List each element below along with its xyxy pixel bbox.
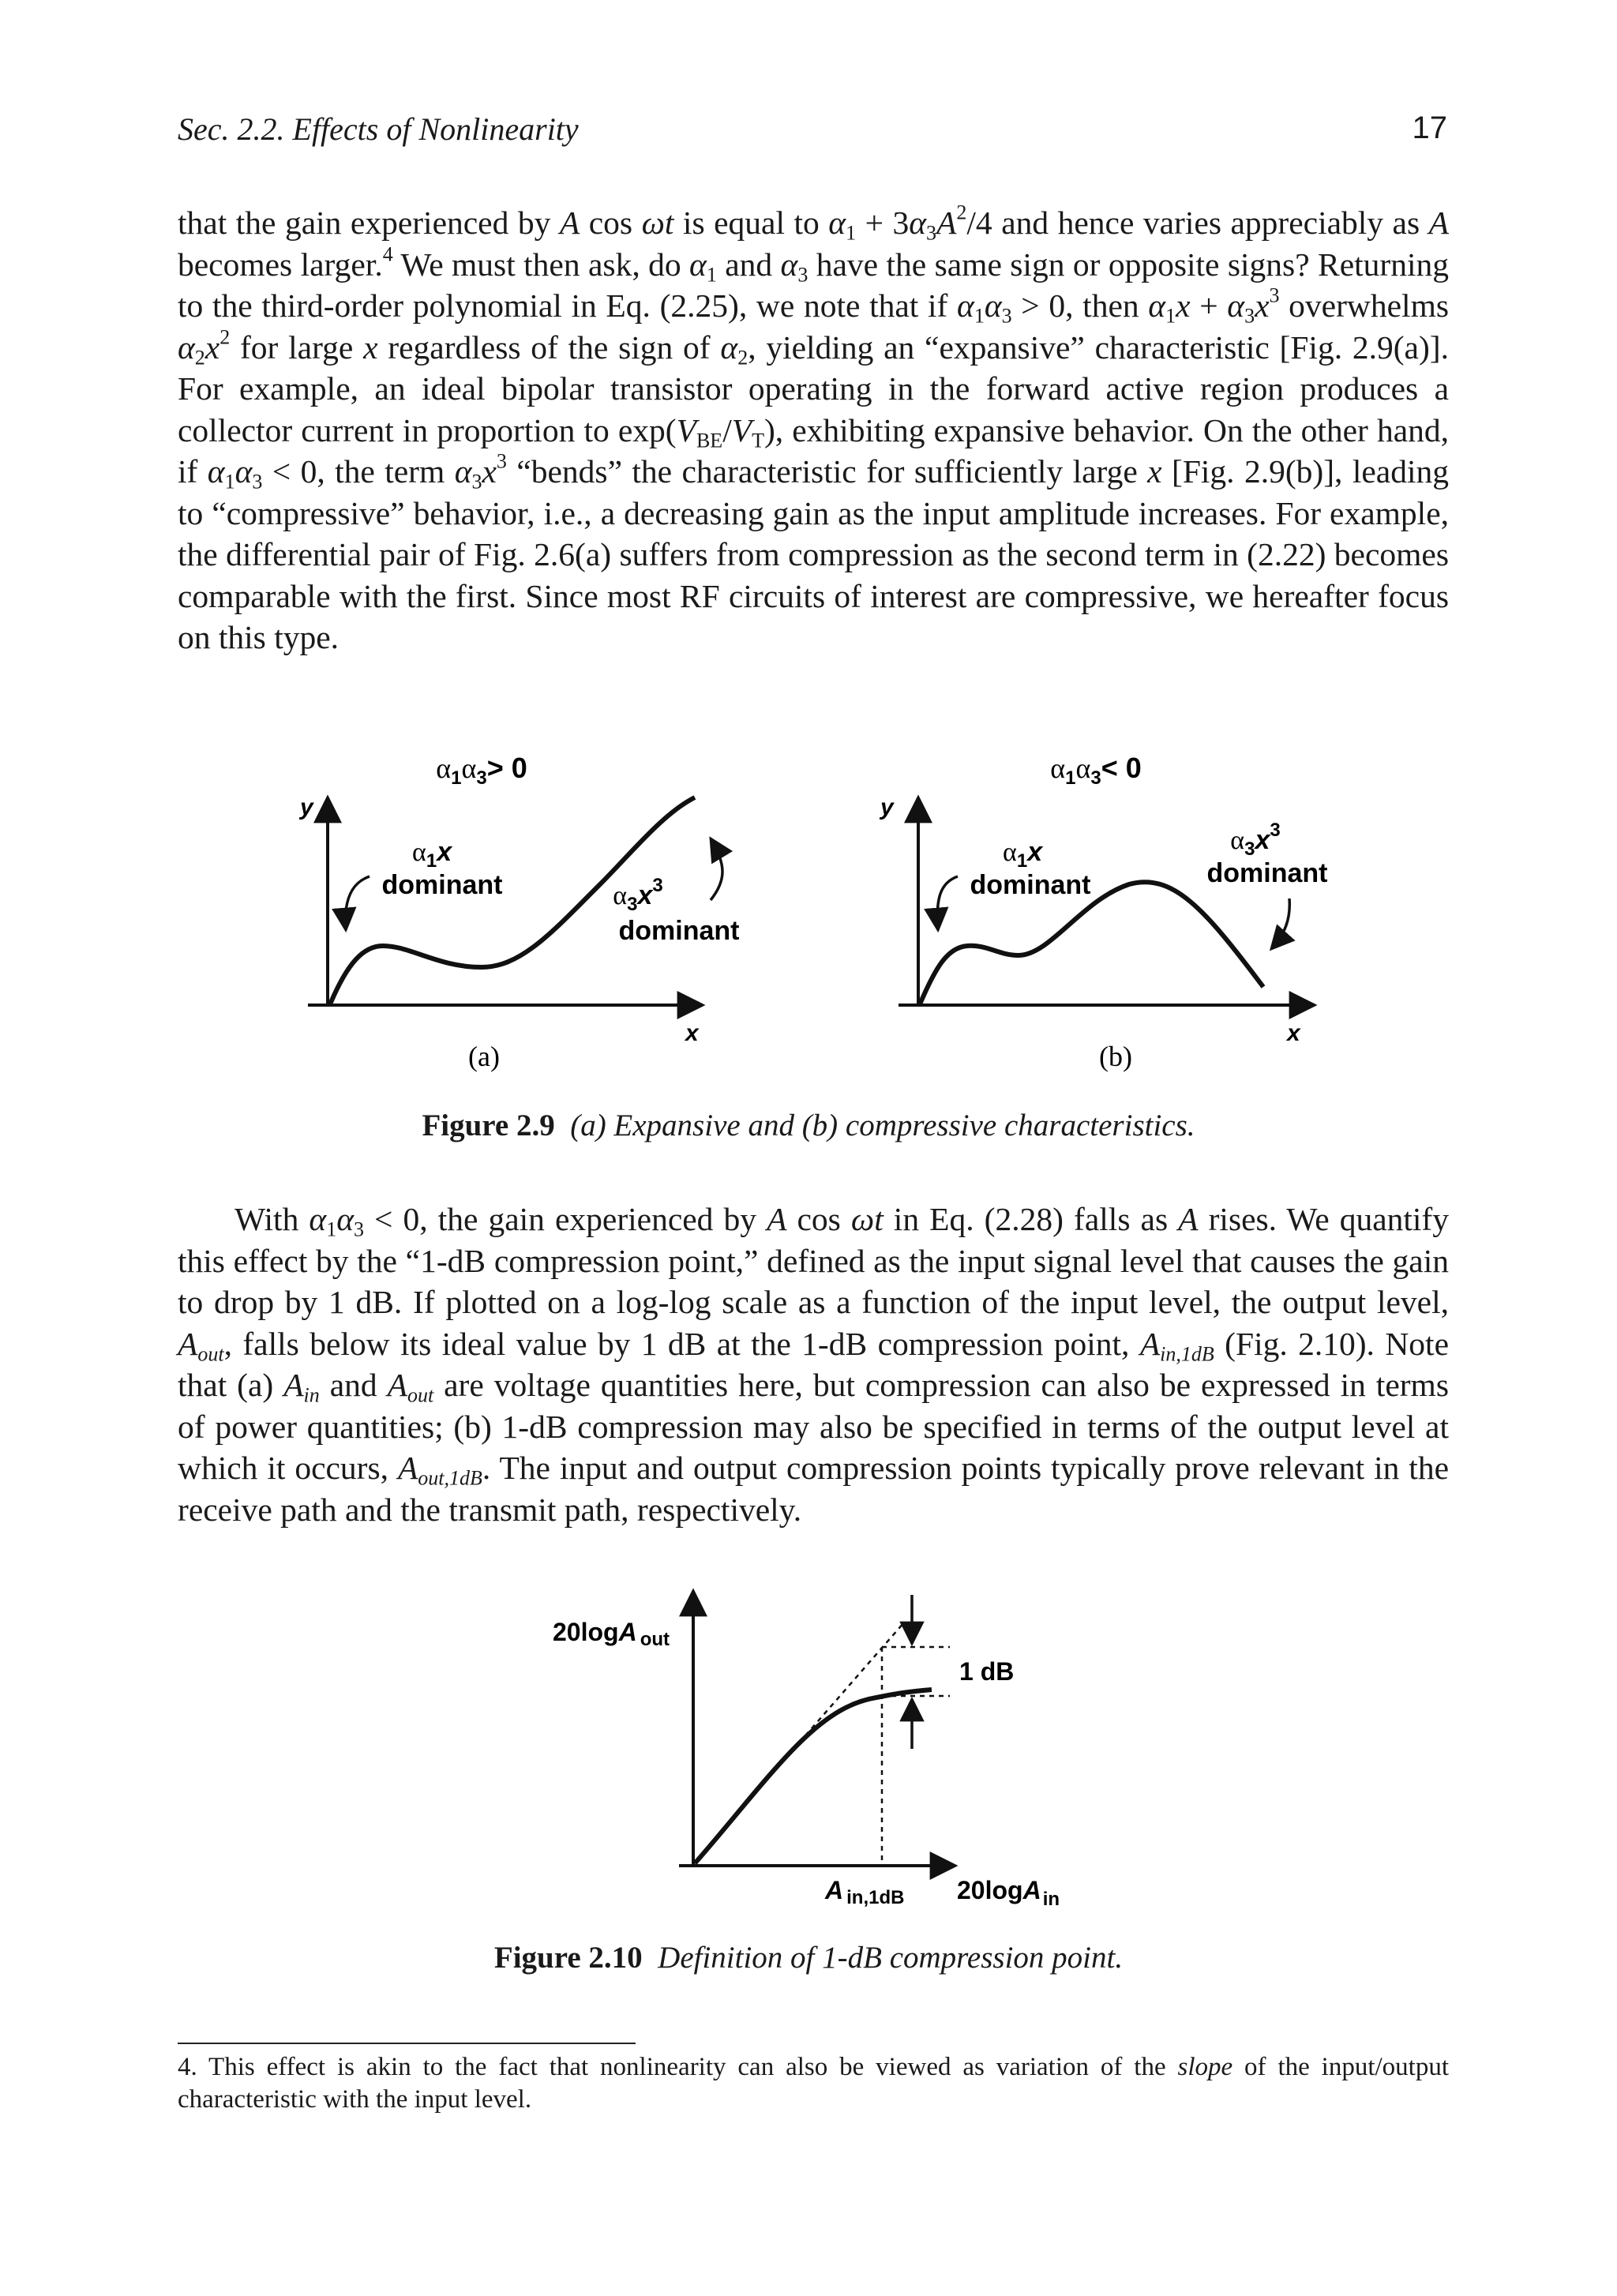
panel-a-label: (a) <box>468 1041 500 1072</box>
fig210-delta-label: 1 dB <box>959 1657 1015 1686</box>
panel-a-x-label: x <box>685 1020 699 1046</box>
figure-2-9a-expansive <box>284 742 774 1090</box>
running-header: Sec. 2.2. Effects of Nonlinearity <box>178 111 579 147</box>
fig210-x-label: 20logA$_{in}$ <box>957 1876 1060 1910</box>
panel-a-title: $\alpha_1\alpha_3> 0$ <box>436 752 527 789</box>
panel-b-linear-label: $\alpha_1x$ <box>1003 837 1043 872</box>
panel-a-cubic-arrow <box>711 838 722 900</box>
panel-b-cubic-arrow <box>1271 899 1289 949</box>
panel-b-linear-dominant: dominant <box>970 870 1091 900</box>
page-number: 17 <box>1412 111 1447 145</box>
panel-b-x-label: x <box>1287 1020 1300 1046</box>
fig210-point-label: A in,1dB <box>825 1876 905 1908</box>
paragraph-1db-compression: With $\alpha_1\alpha_3 < 0$, the gain experienced by A cos ωt in Eq. (2.28) falls as A rises. We quantify this effect by the “1-dB compression point,” defined as the input signal level that causes the gain to drop by 1 dB. If plotted on a log-log scale as a function of the input level, the output level, $A_{out}$, falls below its ideal value by 1 dB at the 1-dB compression point, $A_{in,1dB}$ (Fig. 2.10). Note that (a) $A_{in}$ and $A_{out}$ are voltage quantities here, but compression can also be expressed in terms of power quantities; (b) 1-dB compression may also be specified in terms of the output level at which it occurs, $A_{out,1dB}$. The input and output compression points typically prove relevant in the receive path and the transmit path, respectively. <box>178 1201 1450 1528</box>
footnote-divider <box>178 2043 636 2044</box>
panel-b-curve <box>920 882 1263 1004</box>
footnote-ref[interactable]: 4 <box>382 242 393 265</box>
footnote-4: 4. This effect is akin to the fact that nonlinearity can also be viewed as variation of the slope of the input/output characteristic with the input level. <box>178 2053 1449 2114</box>
panel-a-linear-dominant: dominant <box>381 870 503 900</box>
figure-2-10-caption: Figure 2.10 Definition of 1-dB compression point. <box>493 1941 1124 1975</box>
figure-2-9b-compressive <box>872 742 1362 1090</box>
panel-b-title: $\alpha_1\alpha_3< 0$ <box>1050 752 1142 789</box>
panel-b-linear-arrow <box>937 876 958 930</box>
fig210-output-curve <box>695 1690 932 1863</box>
panel-a-cubic-label: $\alpha_3x^3$ <box>613 875 663 915</box>
fig210-y-label: 20logA out <box>553 1618 670 1650</box>
panel-a-linear-label: $\alpha_1x$ <box>412 837 452 872</box>
panel-a-y-label: y <box>300 794 313 820</box>
panel-a-linear-arrow <box>345 876 370 930</box>
figure-2-9-caption: Figure 2.9 (a) Expansive and (b) compressive characteristics. <box>422 1109 1195 1142</box>
panel-a-cubic-dominant: dominant <box>618 916 740 946</box>
panel-b-label: (b) <box>1099 1041 1132 1072</box>
panel-b-y-label: y <box>880 794 894 820</box>
paragraph-expansive-compressive: that the gain experienced by A cos ωt is equal to $\alpha_1 + 3\alpha_3A^2/4$ and hence varies appreciably as A becomes larger.$^4$ We must then ask, do $\alpha_1$ and $\alpha_3$ have the same sign or opposite signs? Returning to the third-order polynomial in Eq. (2.25), we note that if $\alpha_1\alpha_3 > 0$, then $\alpha_1x + \alpha_3x^3$ overwhelms $\alpha_2x^2$ for large x regardless of the sign of $\alpha_2$, yielding an “expansive” characteristic [Fig. 2.9(a)]. For example, an ideal bipolar transistor operating in the forward active region produces a collector current in proportion to $\exp(V_{BE}/V_T)$, exhibiting expansive behavior. On the other hand, if $\alpha_1\alpha_3 < 0$, the term $\alpha_3x^3$ “bends” the characteristic for sufficiently large x [Fig. 2.9(b)], leading to “compressive” behavior, i.e., a decreasing gain as the input amplitude increases. For example, the differential pair of Fig. 2.6(a) suffers from compression as the second term in (2.22) becomes comparable with the first. Since most RF circuits of interest are compressive, we hereafter focus on this type. <box>178 201 1450 655</box>
panel-b-cubic-dominant: dominant <box>1206 858 1328 888</box>
figure-2-10-compression-point <box>537 1579 1105 1926</box>
panel-b-cubic-label: $\alpha_3x^3$ <box>1230 820 1281 860</box>
